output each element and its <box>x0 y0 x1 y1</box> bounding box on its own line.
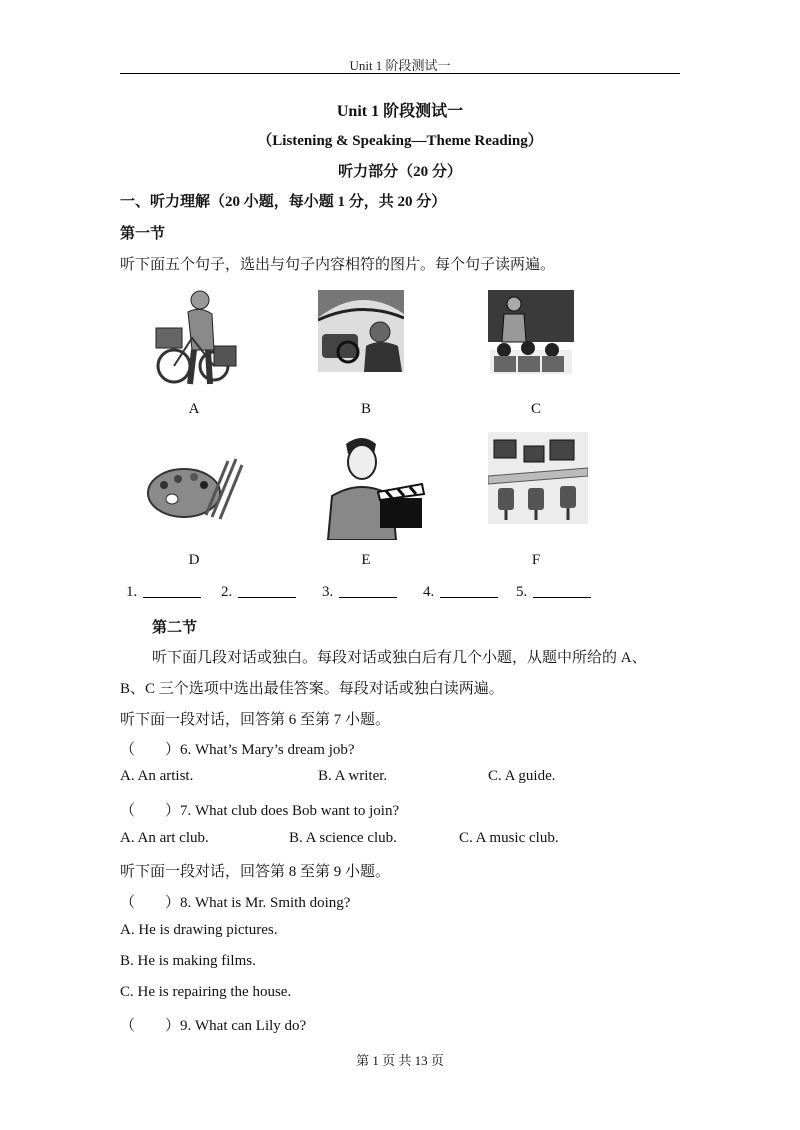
q8-option-a[interactable]: A. He is drawing pictures. <box>120 922 278 938</box>
answer-4[interactable] <box>423 583 498 601</box>
page-subtitle: （Listening & Speaking—Theme Reading） <box>257 133 543 149</box>
teacher-classroom-icon <box>488 290 574 374</box>
picture-label-d: D <box>188 552 200 568</box>
q8-option-c[interactable]: C. He is repairing the house. <box>120 984 292 1000</box>
q6-option-c[interactable]: C. A guide. <box>488 768 556 784</box>
page-title: Unit 1 阶段测试一 <box>336 103 464 120</box>
section-heading: 一、听力理解（20 小题，每小题 1 分，共 20 分） <box>120 194 447 210</box>
running-header: Unit 1 阶段测试一 <box>349 58 451 73</box>
picture-label-c: C <box>530 401 541 417</box>
page-footer: 第 1 页 共 13 页 <box>356 1053 444 1068</box>
q7-option-b[interactable]: B. A science club. <box>289 830 397 846</box>
part-title: 听力部分（20 分） <box>338 164 462 180</box>
answer-3-number: 3. <box>322 584 334 600</box>
answer-1-number: 1. <box>126 584 138 600</box>
question-7: （ ）7. What club does Bob want to join? <box>120 803 400 819</box>
answer-2[interactable] <box>221 583 296 601</box>
picture-label-f: F <box>531 552 541 568</box>
part2-heading: 第二节 <box>152 620 198 636</box>
q6-option-b[interactable]: B. A writer. <box>318 768 388 784</box>
part2-instruction-line2: B、C 三个选项中选出最佳答案。每段对话或独白读两遍。 <box>120 681 504 697</box>
part1-heading: 第一节 <box>120 226 166 242</box>
q6-option-a[interactable]: A. An artist. <box>120 768 194 784</box>
computer-room-icon <box>488 432 588 524</box>
paint-palette-icon <box>146 455 246 525</box>
answer-4-number: 4. <box>423 584 435 600</box>
picture-label-a: A <box>188 401 200 417</box>
answer-1-blank[interactable] <box>143 583 201 598</box>
header-rule <box>120 73 680 74</box>
postman-bicycle-icon <box>152 288 242 388</box>
man-clapperboard-icon <box>322 434 426 540</box>
answer-1[interactable] <box>126 583 201 601</box>
driver-car-icon <box>318 290 404 372</box>
picture-label-b: B <box>360 401 371 417</box>
q8-option-b[interactable]: B. He is making films. <box>120 953 256 969</box>
part1-instruction: 听下面五个句子，选出与句子内容相符的图片。每个句子读两遍。 <box>120 257 556 273</box>
answer-2-blank[interactable] <box>238 583 296 598</box>
answer-5[interactable] <box>516 583 591 601</box>
dialog1-intro: 听下面一段对话，回答第 6 至第 7 小题。 <box>120 712 391 728</box>
answer-3[interactable] <box>322 583 397 601</box>
answer-5-number: 5. <box>516 584 528 600</box>
question-6: （ ）6. What’s Mary’s dream job? <box>120 742 355 758</box>
question-8: （ ）8. What is Mr. Smith doing? <box>120 895 351 911</box>
question-9: （ ）9. What can Lily do? <box>120 1018 307 1034</box>
picture-label-e: E <box>361 552 371 568</box>
answer-4-blank[interactable] <box>440 583 498 598</box>
answer-5-blank[interactable] <box>533 583 591 598</box>
part2-instruction-line1: 听下面几段对话或独白。每段对话或独白后有几个小题，从题中所给的 A、 <box>152 650 647 666</box>
q7-option-a[interactable]: A. An art club. <box>120 830 209 846</box>
answer-2-number: 2. <box>221 584 233 600</box>
dialog2-intro: 听下面一段对话，回答第 8 至第 9 小题。 <box>120 864 391 880</box>
answer-3-blank[interactable] <box>339 583 397 598</box>
q7-option-c[interactable]: C. A music club. <box>459 830 559 846</box>
